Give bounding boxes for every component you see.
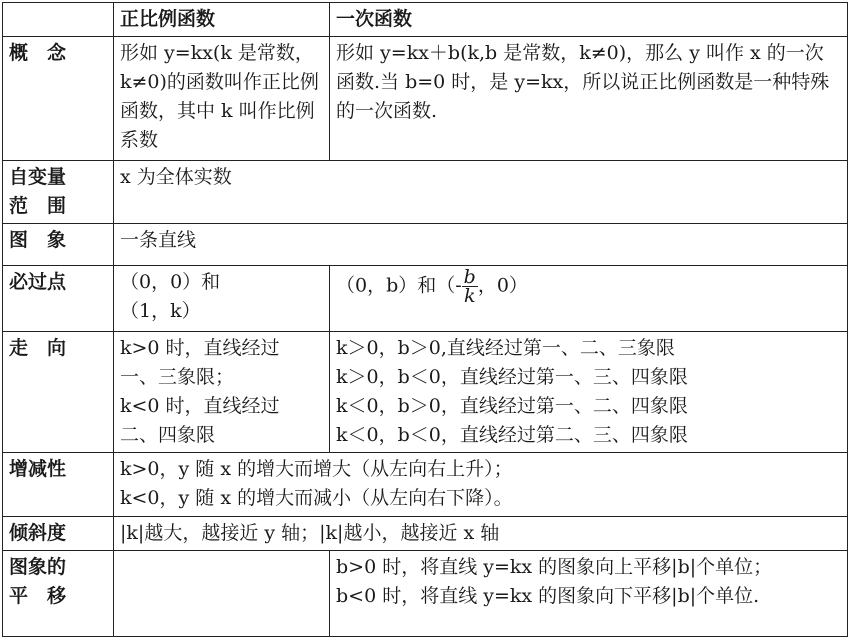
label-shift-line2: 平 移 (9, 585, 67, 607)
point-linear (330, 266, 848, 332)
label-domain-line1: 自变量 (9, 166, 67, 188)
fraction-b-over-k (462, 268, 478, 305)
monotonic-line1: k>0，y 随 x 的增大而增大（从左向右上升）； (120, 458, 513, 480)
domain-value: x 为全体实数 (114, 161, 848, 224)
label-monotonic: 增减性 (3, 453, 114, 517)
concept-linear: 形如 y=kx＋b(k,b 是常数，k≠0)，那么 y 叫作 x 的一次函数.当 b=0 时，是 y=kx，所以说正比例函数是一种特殊的一次函数. (330, 37, 848, 161)
monotonic-value (114, 453, 848, 517)
row-monotonic (3, 453, 848, 517)
point-proportional-line1: （0，0）和 (120, 271, 221, 293)
direction-linear-line: k＜0，b＜0，直线经过第二、三、四象限 (336, 424, 688, 446)
shift-linear (330, 551, 848, 637)
row-point (3, 266, 848, 332)
comparison-table (2, 2, 848, 637)
graph-value: 一条直线 (114, 224, 848, 266)
label-graph: 图 象 (3, 224, 114, 266)
header-corner-cell (3, 3, 114, 37)
direction-proportional (114, 332, 330, 453)
direction-proportional-line: k>0 时，直线经过 (120, 337, 280, 359)
shift-linear-line2: b<0 时，将直线 y=kx 的图象向下平移|b|个单位. (336, 585, 760, 607)
label-shift-line1: 图象的 (9, 556, 67, 578)
fraction-denominator: k (464, 285, 476, 307)
header-linear-function: 一次函数 (330, 3, 848, 37)
shift-proportional (114, 551, 330, 637)
direction-linear-line: k＞0，b＞0,直线经过第一、二、三象限 (336, 337, 675, 359)
label-domain (3, 161, 114, 224)
row-concept (3, 37, 848, 161)
row-direction (3, 332, 848, 453)
direction-proportional-line: 二、四象限 (120, 424, 216, 446)
row-graph (3, 224, 848, 266)
row-shift (3, 551, 848, 637)
direction-linear-line: k＞0，b＜0，直线经过第一、三、四象限 (336, 366, 688, 388)
direction-proportional-line: 一、三象限； (120, 366, 235, 388)
row-slope (3, 517, 848, 551)
label-point: 必过点 (3, 266, 114, 332)
direction-proportional-line: k<0 时，直线经过 (120, 395, 280, 417)
slope-value: |k|越大，越接近 y 轴；|k|越小，越接近 x 轴 (114, 517, 848, 551)
shift-linear-line1: b>0 时，将直线 y=kx 的图象向上平移|b|个单位； (336, 556, 773, 578)
table-header-row (3, 3, 848, 37)
direction-linear-line: k＜0，b＞0，直线经过第一、二、四象限 (336, 395, 688, 417)
direction-linear (330, 332, 848, 453)
label-slope: 倾斜度 (3, 517, 114, 551)
fraction-numerator: b (463, 266, 476, 288)
row-domain (3, 161, 848, 224)
point-linear-prefix: （0，b）和（- (336, 274, 462, 297)
label-domain-line2: 范 围 (9, 195, 67, 217)
point-proportional (114, 266, 330, 332)
label-concept: 概 念 (3, 37, 114, 161)
point-linear-suffix: ，0） (477, 274, 528, 297)
header-proportional-function: 正比例函数 (114, 3, 330, 37)
label-shift (3, 551, 114, 637)
monotonic-line2: k<0，y 随 x 的增大而减小（从左向右下降）。 (120, 487, 513, 509)
label-direction: 走 向 (3, 332, 114, 453)
concept-proportional: 形如 y=kx(k 是常数，k≠0)的函数叫作正比例函数，其中 k 叫作比例系数 (114, 37, 330, 161)
point-proportional-line2: （1，k） (120, 300, 201, 322)
